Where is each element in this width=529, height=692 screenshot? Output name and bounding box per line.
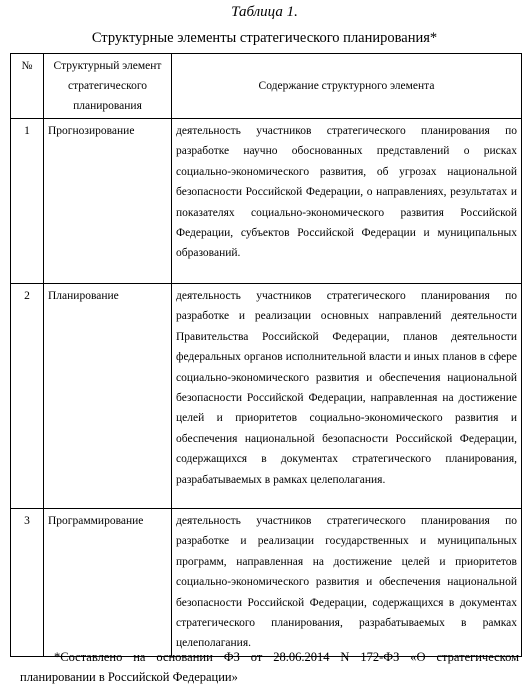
row-element: Программирование — [44, 509, 172, 657]
row-element: Планирование — [44, 284, 172, 509]
row-element: Прогнозирование — [44, 119, 172, 284]
table-row — [11, 509, 522, 657]
header-content: Содержание структурного элемента — [172, 54, 522, 119]
row-content: деятельность участников стратегического планирования по разработке и реализации государственных и муниципальных программ, направленная на достижение целей и приоритетов социально-экономического развития и обеспечения национальной безопасности Российской Федерации, содержащихся в документах стратегического планирования, разрабатываемых в рамках целеполагания. — [172, 509, 522, 657]
footnote: *Составлено на основании ФЗ от 28.06.2014 N 172-ФЗ «О стратегическом планировании в Российской Федерации» — [20, 650, 519, 684]
header-element: Структурный элемент стратегического планирования — [44, 54, 172, 119]
row-content: деятельность участников стратегического планирования по разработке научно обоснованных представлений о рисках социально-экономического развития, об угрозах национальной безопасности Российской Федерации, о направлениях, результатах и показателях социально-экономического развития Российской Федерации, субъектов Российской Федерации и муниципальных образований. — [172, 119, 522, 284]
table-caption: Таблица 1. — [231, 4, 298, 20]
row-num: 2 — [11, 284, 44, 509]
table-title: Структурные элементы стратегического планирования* — [91, 30, 438, 46]
row-content: деятельность участников стратегического планирования по разработке и реализации основных направлений деятельности Правительства Российской Федерации, планов деятельности федеральных органов исполнительной власти и иных планов в сфере социально-экономического развития и обеспечения национальной безопасности Российской Федерации, направленная на достижение целей и приоритетов социально-экономического развития и обеспечения национальной безопасности Российской Федерации, содержащихся в документах стратегического планирования, разрабатываемых в рамках целеполагания. — [172, 284, 522, 509]
table-row — [11, 119, 522, 284]
row-num: 3 — [11, 509, 44, 657]
table-header-row — [11, 54, 522, 119]
header-num: № — [11, 54, 44, 119]
table-row — [11, 284, 522, 509]
row-num: 1 — [11, 119, 44, 284]
structural-elements-table — [10, 53, 522, 657]
